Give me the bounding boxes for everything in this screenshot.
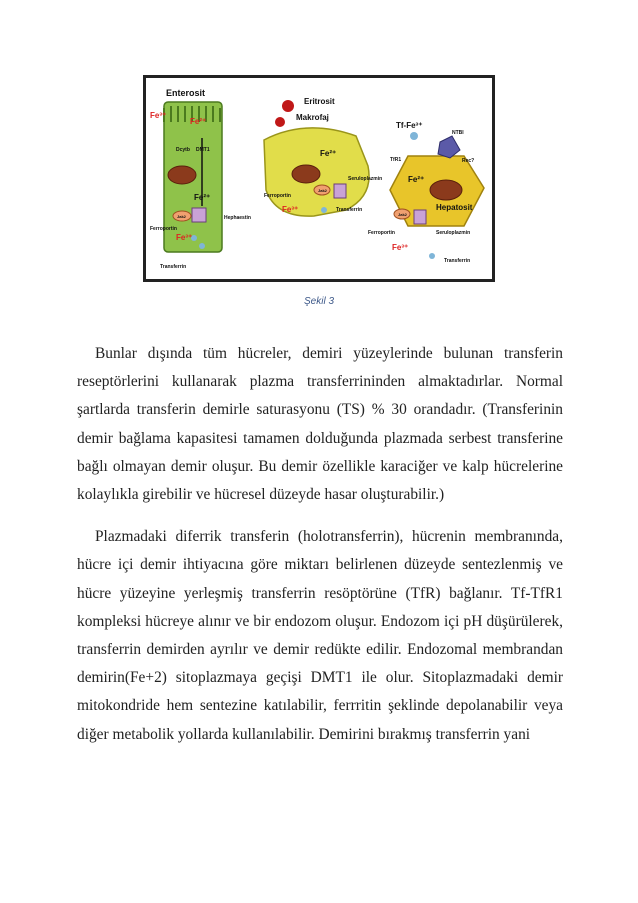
label-enterosit: Enterosit <box>166 88 206 98</box>
ferroportin-channel-b <box>334 184 346 198</box>
ferroportin-channel-a <box>192 208 206 222</box>
enterocyte-nucleus <box>168 166 196 184</box>
body-text <box>77 340 563 749</box>
label-ferroportin-a: Ferroportin <box>150 226 177 232</box>
transferrin-dot-d <box>429 253 435 259</box>
label-ferroportin-c: Ferroportin <box>368 230 395 236</box>
figure-caption: Şekil 3 <box>303 296 334 307</box>
transferrin-dot-c <box>321 207 327 213</box>
erythrocyte-b <box>275 117 285 127</box>
hepatocyte-nucleus <box>430 180 462 200</box>
label-seruloplazmin-a: Seruloplazmin <box>348 176 383 182</box>
label-jak2-c: Jak2 <box>398 212 407 217</box>
label-rec: Rec? <box>462 158 475 164</box>
label-transferrin-c: Transferrin <box>444 258 471 264</box>
label-dmt1: DMT1 <box>196 147 210 153</box>
label-fe3-d: Fe³⁺ <box>392 243 409 252</box>
label-ferroportin-b: Ferroportin <box>264 193 291 199</box>
label-seruloplazmin-b: Seruloplazmin <box>436 230 471 236</box>
label-fe3-b: Fe³⁺ <box>176 233 193 242</box>
label-tfr1: TfR1 <box>390 157 402 163</box>
figure-diagram <box>146 78 492 279</box>
label-transferrin-b: Transferrin <box>336 207 363 213</box>
paragraph-1: Bunlar dışında tüm hücreler, demiri yüzeylerinde bulunan transferin reseptörlerini kullanarak plazma transferrininden almaktadırlar. Normal şartlarda transferin demirle saturasyonu (TS) % 30 orandadır. (Transferinin demir bağlama kapasitesi tamamen dolduğunda plazmada serbest transferine bağlı olmayan demir oluşur. Bu demir özellikle karaciğer ve kalp hücrelerine kolaylıkla girebilir ve hücresel düzeyde hasar oluşturabilir.) <box>77 345 563 504</box>
label-fe2-b: Fe²⁺ <box>194 193 211 202</box>
iron-metabolism-figure <box>143 75 495 282</box>
label-jak2-b: Jak2 <box>318 188 327 193</box>
ferroportin-channel-c <box>414 210 426 224</box>
ntbi-receptor-shape <box>438 136 460 158</box>
label-tf-fe3: Tf-Fe³⁺ <box>396 121 423 130</box>
macrophage-nucleus <box>292 165 320 183</box>
label-fe2-c: Fe²⁺ <box>320 149 337 158</box>
transferrin-dot-b <box>199 243 205 249</box>
label-fe3-a: Fe³⁺ <box>150 111 167 120</box>
label-eritrosit: Eritrosit <box>304 97 335 106</box>
label-jak2-a: Jak2 <box>177 214 186 219</box>
label-hepatosit: Hepatosit <box>436 203 473 212</box>
label-fe2-d: Fe²⁺ <box>408 175 425 184</box>
label-dcytb: Dcytb <box>176 147 190 153</box>
label-makrofaj: Makrofaj <box>296 113 329 122</box>
paragraph-2: Plazmadaki diferrik transferin (holotransferrin), hücrenin membranında, hücre içi demir ihtiyacına göre miktarı belirlenen düzeyde sentezlenmiş ve hücre yüzeyine yerleşmiş transferrin resöptörüne (TfR) bağlanır. Tf-TfR1 kompleksi hücreye alınır ve bir endozom oluşur. Endozom içi pH düşürülerek, transferrin demirden ayrılır ve demir redükte edilir. Endozomal membrandan demirin(Fe+2) sitoplazmaya geçişi DMT1 ile olur. Sitoplazmadaki demir mitokondride hem sentezine katılabilir, ferrritin şeklinde depolanabilir veya diğer metabolik yollarda kullanılabilir. Demirini bırakmış transferrin yani <box>77 528 563 743</box>
label-fe2-a: Fe²⁺ <box>190 117 207 126</box>
label-transferrin-a: Transferrin <box>160 264 187 270</box>
label-hephaestin: Hephaestin <box>224 215 251 221</box>
label-fe3-c: Fe³⁺ <box>282 205 299 214</box>
tf-fe-dot <box>410 132 418 140</box>
label-ntbi: NTBI <box>452 130 464 136</box>
erythrocyte-a <box>282 100 294 112</box>
